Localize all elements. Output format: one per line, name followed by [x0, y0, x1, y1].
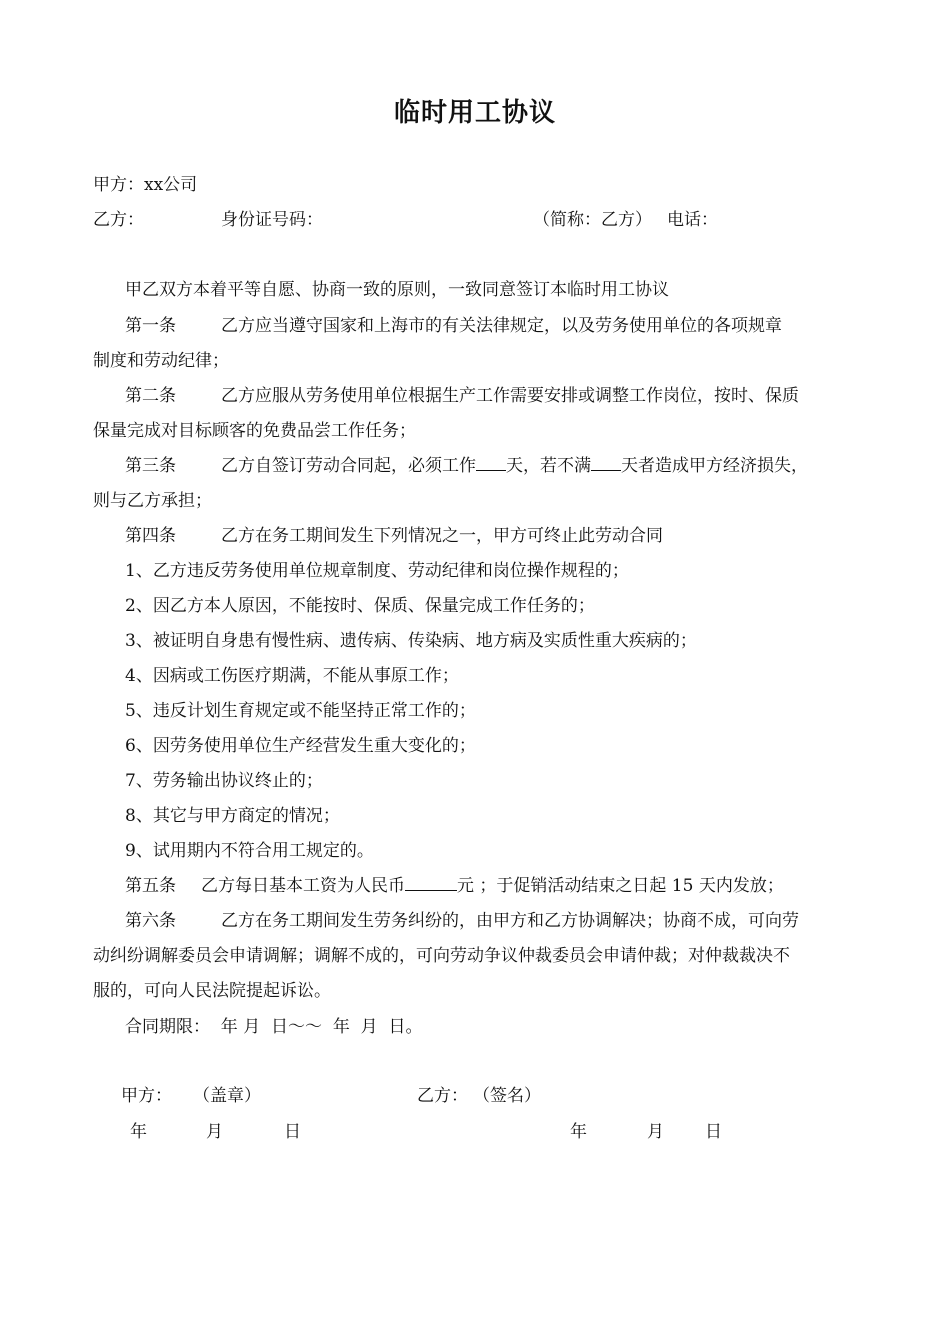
clause-1 [125, 311, 782, 336]
party-a-name: xx公司 [144, 175, 198, 195]
party-b-phone-label: 电话： [667, 210, 718, 230]
clause-6-text: 乙方在务工期间发生劳务纠纷的，由甲方和乙方协调解决；协商不成，可向劳 [221, 911, 799, 931]
party-b-id-label: 身份证号码： [221, 210, 323, 230]
clause-6 [125, 906, 799, 931]
clause-5 [125, 871, 784, 896]
list-item: 8、其它与甲方商定的情况； [125, 806, 340, 826]
contract-term: 合同期限： 年 月 日～～ 年 月 日。 [125, 1017, 423, 1037]
party-a-date-day: 日 [284, 1122, 301, 1142]
work-days-blank [476, 455, 506, 471]
party-a-seal: （盖章） [193, 1086, 261, 1106]
clause-3-continuation: 则与乙方承担； [93, 491, 212, 511]
clause-3-text-3: 天者造成甲方经济损失， [621, 456, 808, 476]
clause-5-label: 第五条 [125, 876, 176, 896]
party-a-date-month: 月 [206, 1122, 223, 1142]
clause-4-text: 乙方在务工期间发生下列情况之一，甲方可终止此劳动合同 [221, 526, 663, 546]
list-item: 7、劳务输出协议终止的； [125, 771, 323, 791]
party-b-label: 乙方： [93, 210, 144, 230]
clause-6-continuation-1: 动纠纷调解委员会申请调解；调解不成的，可向劳动争议仲裁委员会申请仲裁；对仲裁裁决不 [93, 946, 790, 966]
list-item: 1、乙方违反劳务使用单位规章制度、劳动纪律和岗位操作规程的； [125, 561, 629, 581]
list-item: 5、违反计划生育规定或不能坚持正常工作的； [125, 701, 476, 721]
party-b-sign-label: 乙方： [417, 1086, 468, 1106]
party-b-signature: （签名） [473, 1086, 541, 1106]
clause-3 [125, 451, 808, 476]
clause-6-continuation-2: 服的，可向人民法院提起诉讼。 [93, 981, 331, 1001]
clause-1-text: 乙方应当遵守国家和上海市的有关法律规定，以及劳务使用单位的各项规章 [221, 316, 782, 336]
clause-4 [125, 521, 663, 546]
clause-3-label: 第三条 [125, 456, 176, 476]
party-a-line [93, 170, 197, 195]
clause-5-text-1: 乙方每日基本工资为人民币 [201, 876, 405, 896]
party-a-sign-label: 甲方： [121, 1086, 172, 1106]
party-a-label: 甲方： [93, 175, 144, 195]
list-item: 3、被证明自身患有慢性病、遗传病、传染病、地方病及实质性重大疾病的； [125, 631, 697, 651]
clause-2-text: 乙方应服从劳务使用单位根据生产工作需要安排或调整工作岗位，按时、保质 [221, 386, 799, 406]
clause-1-label: 第一条 [125, 316, 176, 336]
list-item: 2、因乙方本人原因，不能按时、保质、保量完成工作任务的； [125, 596, 595, 616]
party-b-abbr: （简称：乙方） [533, 210, 652, 230]
document-title: 临时用工协议 [393, 98, 556, 128]
clause-4-label: 第四条 [125, 526, 176, 546]
list-item: 4、因病或工伤医疗期满，不能从事原工作； [125, 666, 459, 686]
clause-2-continuation: 保量完成对目标顾客的免费品尝工作任务； [93, 421, 416, 441]
clause-6-label: 第六条 [125, 911, 176, 931]
clause-5-text-2: 元 ；于促销活动结束之日起 15 天内发放； [457, 876, 784, 896]
min-days-blank [591, 455, 621, 471]
clause-2 [125, 381, 799, 406]
intro-paragraph: 甲乙双方本着平等自愿、协商一致的原则，一致同意签订本临时用工协议 [125, 280, 669, 300]
party-b-date-year: 年 [570, 1122, 587, 1142]
clause-1-continuation: 制度和劳动纪律； [93, 351, 229, 371]
list-item: 6、因劳务使用单位生产经营发生重大变化的； [125, 736, 476, 756]
daily-wage-blank [405, 875, 457, 891]
party-b-date-day: 日 [705, 1122, 722, 1142]
clause-2-label: 第二条 [125, 386, 176, 406]
party-b-date-month: 月 [647, 1122, 664, 1142]
clause-3-text-1: 乙方自签订劳动合同起，必须工作 [221, 456, 476, 476]
list-item: 9、试用期内不符合用工规定的。 [125, 841, 374, 861]
party-a-date-year: 年 [130, 1122, 147, 1142]
clause-3-text-2: 天，若不满 [506, 456, 591, 476]
